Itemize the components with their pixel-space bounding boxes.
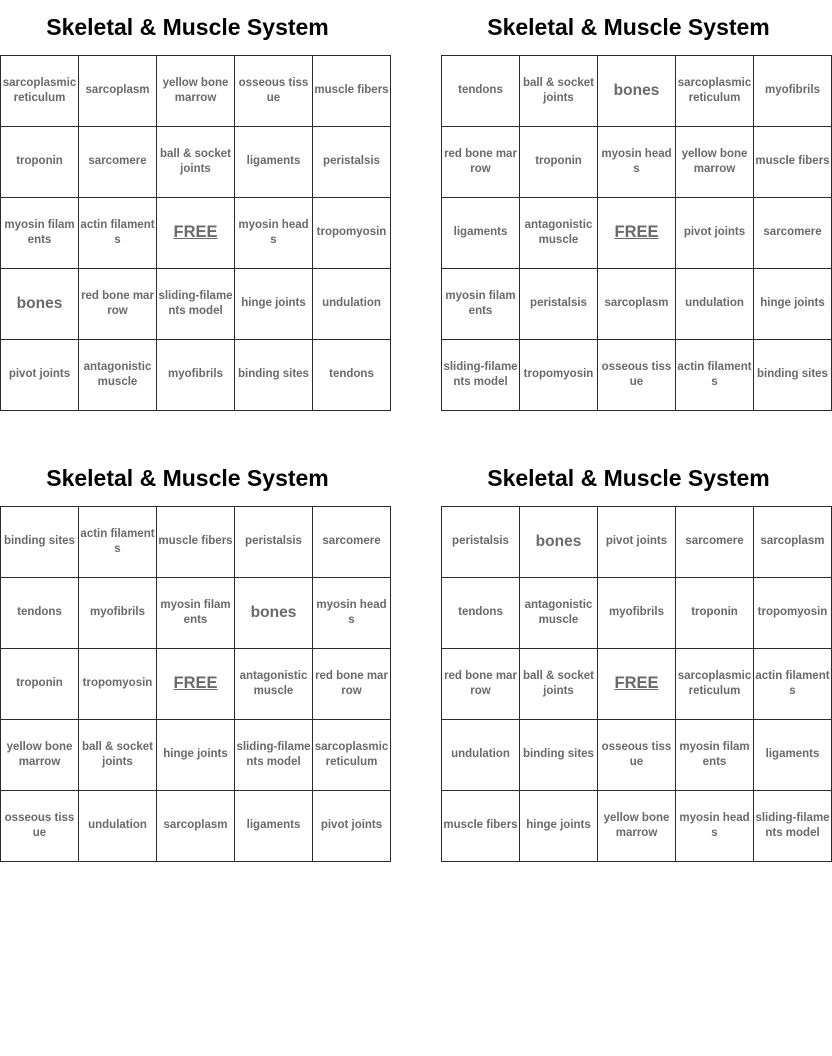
grid-row: [1, 198, 391, 269]
bingo-cell: myosin filaments: [1, 198, 79, 269]
bingo-cell: troponin: [520, 127, 598, 198]
bingo-cell: myofibrils: [754, 56, 832, 127]
bingo-cell: bones: [1, 269, 79, 340]
bingo-cell: undulation: [79, 791, 157, 862]
grid-row: [1, 791, 391, 862]
bingo-cell: undulation: [676, 269, 754, 340]
bingo-cell: ligaments: [754, 720, 832, 791]
bingo-cell: sarcoplasmic reticulum: [676, 649, 754, 720]
bingo-cell: sarcomere: [676, 507, 754, 578]
bingo-cell: binding sites: [520, 720, 598, 791]
bingo-cell: troponin: [1, 649, 79, 720]
free-space-cell: FREE: [157, 198, 235, 269]
bingo-cell: antagonistic muscle: [79, 340, 157, 411]
bingo-grid: [0, 506, 391, 862]
bingo-cell: peristalsis: [442, 507, 520, 578]
bingo-cell: ligaments: [442, 198, 520, 269]
bingo-cell: sliding-filaments model: [157, 269, 235, 340]
bingo-cell: actin filaments: [79, 507, 157, 578]
bingo-cell: antagonistic muscle: [520, 578, 598, 649]
bingo-grid: [441, 506, 832, 862]
bingo-cell: tendons: [442, 578, 520, 649]
bingo-cell: ball & socket joints: [520, 56, 598, 127]
bingo-cell: muscle fibers: [313, 56, 391, 127]
bingo-cell: osseous tissue: [1, 791, 79, 862]
bingo-cell: sarcoplasmic reticulum: [1, 56, 79, 127]
bingo-cell: myosin heads: [235, 198, 313, 269]
bingo-cell: myosin filaments: [676, 720, 754, 791]
bingo-cell: sarcoplasmic reticulum: [676, 56, 754, 127]
card-title: Skeletal & Muscle System: [487, 14, 770, 40]
bingo-cell: pivot joints: [598, 507, 676, 578]
bingo-cell: ligaments: [235, 127, 313, 198]
bingo-cell: sarcoplasm: [754, 507, 832, 578]
bingo-cell: red bone marrow: [442, 649, 520, 720]
bingo-cell: yellow bone marrow: [157, 56, 235, 127]
bingo-cell: ligaments: [235, 791, 313, 862]
bingo-cell: tendons: [313, 340, 391, 411]
card-title: Skeletal & Muscle System: [487, 465, 770, 491]
bingo-cell: sarcomere: [313, 507, 391, 578]
bingo-cell: osseous tissue: [598, 720, 676, 791]
bingo-cell: sarcoplasm: [79, 56, 157, 127]
grid-row: [442, 340, 832, 411]
bingo-cell: hinge joints: [157, 720, 235, 791]
grid-row: [442, 198, 832, 269]
bingo-cell: muscle fibers: [442, 791, 520, 862]
free-space-cell: FREE: [598, 198, 676, 269]
grid-row: [442, 578, 832, 649]
bingo-cell: peristalsis: [313, 127, 391, 198]
grid-row: [1, 720, 391, 791]
bingo-cell: bones: [520, 507, 598, 578]
bingo-cell: binding sites: [754, 340, 832, 411]
bingo-cell: tropomyosin: [313, 198, 391, 269]
bingo-cell: myofibrils: [157, 340, 235, 411]
bingo-cell: ball & socket joints: [157, 127, 235, 198]
bingo-cell: antagonistic muscle: [520, 198, 598, 269]
grid-row: [1, 649, 391, 720]
bingo-cell: sliding-filaments model: [235, 720, 313, 791]
bingo-cell: troponin: [676, 578, 754, 649]
bingo-cell: pivot joints: [676, 198, 754, 269]
bingo-cell: antagonistic muscle: [235, 649, 313, 720]
free-space-cell: FREE: [157, 649, 235, 720]
grid-row: [442, 649, 832, 720]
bingo-cell: undulation: [442, 720, 520, 791]
bingo-cell: myosin heads: [598, 127, 676, 198]
bingo-cell: osseous tissue: [598, 340, 676, 411]
grid-row: [442, 791, 832, 862]
grid-row: [1, 340, 391, 411]
grid-row: [442, 56, 832, 127]
bingo-cell: peristalsis: [520, 269, 598, 340]
grid-row: [442, 127, 832, 198]
bingo-cell: tropomyosin: [520, 340, 598, 411]
bingo-cell: sliding-filaments model: [754, 791, 832, 862]
bingo-cell: sarcoplasm: [157, 791, 235, 862]
bingo-cell: muscle fibers: [754, 127, 832, 198]
bingo-cell: red bone marrow: [442, 127, 520, 198]
bingo-cell: bones: [235, 578, 313, 649]
bingo-cell: undulation: [313, 269, 391, 340]
grid-row: [442, 720, 832, 791]
bingo-cell: red bone marrow: [79, 269, 157, 340]
bingo-cell: red bone marrow: [313, 649, 391, 720]
bingo-cell: yellow bone marrow: [676, 127, 754, 198]
bingo-cell: bones: [598, 56, 676, 127]
bingo-cell: actin filaments: [676, 340, 754, 411]
free-space-cell: FREE: [598, 649, 676, 720]
bingo-cell: myofibrils: [598, 578, 676, 649]
bingo-cell: muscle fibers: [157, 507, 235, 578]
bingo-cell: hinge joints: [754, 269, 832, 340]
grid-row: [442, 507, 832, 578]
bingo-grid: [441, 55, 832, 411]
bingo-cell: hinge joints: [520, 791, 598, 862]
bingo-cell: binding sites: [1, 507, 79, 578]
bingo-cell: osseous tissue: [235, 56, 313, 127]
grid-row: [1, 269, 391, 340]
bingo-cell: ball & socket joints: [79, 720, 157, 791]
bingo-cell: tendons: [442, 56, 520, 127]
bingo-cell: peristalsis: [235, 507, 313, 578]
bingo-cell: sarcoplasm: [598, 269, 676, 340]
grid-row: [1, 507, 391, 578]
bingo-cell: hinge joints: [235, 269, 313, 340]
bingo-cell: sarcoplasmic reticulum: [313, 720, 391, 791]
bingo-cell: pivot joints: [313, 791, 391, 862]
grid-row: [1, 127, 391, 198]
bingo-cell: myosin filaments: [157, 578, 235, 649]
bingo-cell: myosin heads: [676, 791, 754, 862]
card-title: Skeletal & Muscle System: [46, 465, 329, 491]
bingo-cell: binding sites: [235, 340, 313, 411]
grid-row: [1, 56, 391, 127]
bingo-cell: troponin: [1, 127, 79, 198]
bingo-cell: sliding-filaments model: [442, 340, 520, 411]
bingo-cell: actin filaments: [79, 198, 157, 269]
grid-row: [442, 269, 832, 340]
bingo-cell: actin filaments: [754, 649, 832, 720]
bingo-cell: tropomyosin: [79, 649, 157, 720]
bingo-cell: yellow bone marrow: [598, 791, 676, 862]
bingo-cell: sarcomere: [754, 198, 832, 269]
bingo-cell: sarcomere: [79, 127, 157, 198]
bingo-cell: pivot joints: [1, 340, 79, 411]
bingo-cell: tendons: [1, 578, 79, 649]
card-title: Skeletal & Muscle System: [46, 14, 329, 40]
bingo-cell: ball & socket joints: [520, 649, 598, 720]
bingo-cell: myosin filaments: [442, 269, 520, 340]
bingo-cell: tropomyosin: [754, 578, 832, 649]
grid-row: [1, 578, 391, 649]
bingo-cell: myofibrils: [79, 578, 157, 649]
bingo-grid: [0, 55, 391, 411]
bingo-cell: yellow bone marrow: [1, 720, 79, 791]
bingo-cell: myosin heads: [313, 578, 391, 649]
